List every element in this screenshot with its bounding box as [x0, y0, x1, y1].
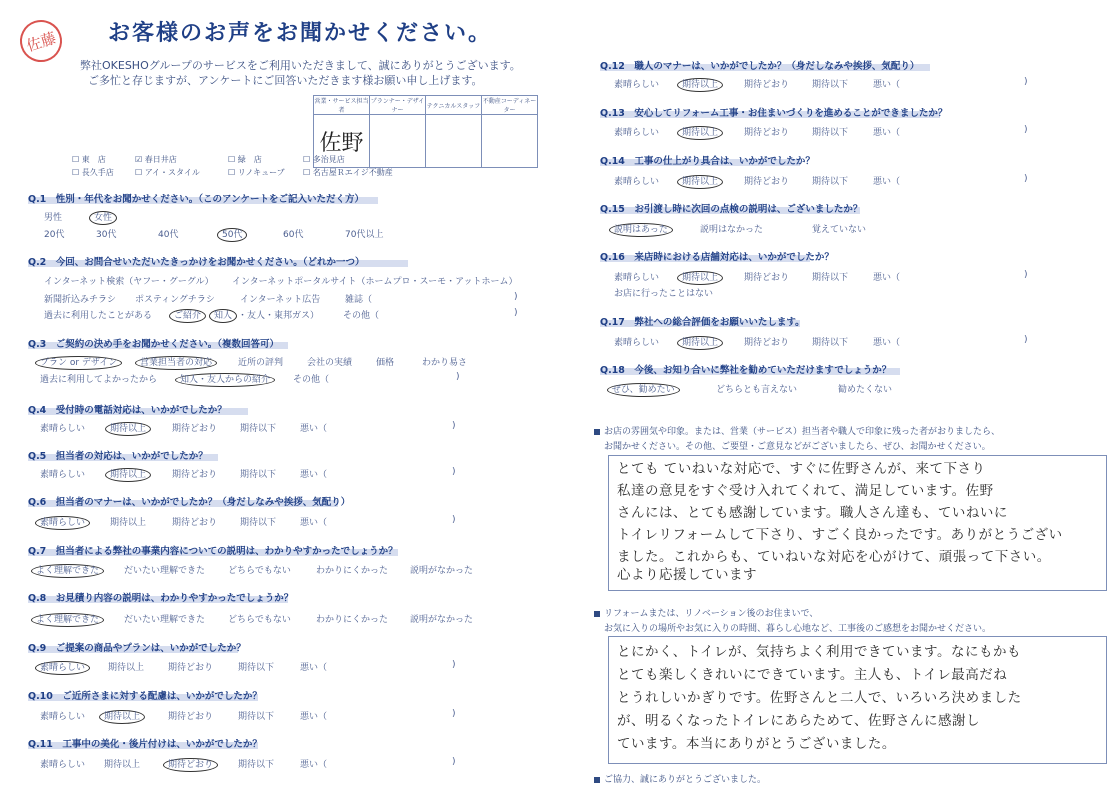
q16-opt-above[interactable]: 期待以上	[682, 270, 723, 283]
comment2-line-4: が、明るくなったトイレにあらためて、佐野さんに感謝し	[617, 713, 981, 729]
square-bullet-icon	[594, 611, 600, 617]
checkbox-icon[interactable]: ☐	[303, 155, 311, 164]
q12-bad-close: )	[1024, 77, 1028, 87]
store-tajimi[interactable]: ☐ 多治見店	[303, 155, 345, 164]
q14-title: Q.14 工事の仕上がり具合は、いかがでしたか？	[600, 156, 815, 167]
q16-title: Q.16 来店時における店舗対応は、いかがでしたか？	[600, 252, 834, 263]
q16-opt-excellent[interactable]: 素晴らしい	[614, 273, 660, 283]
q16-opt-bad[interactable]: 悪い（	[873, 273, 901, 283]
q5-opt-expected[interactable]: 期待どおり	[172, 470, 218, 480]
q5-opt-above[interactable]: 期待以上	[110, 467, 151, 480]
q9-opt-excellent[interactable]: 素晴らしい	[40, 660, 90, 673]
q10-opt-expected[interactable]: 期待どおり	[168, 712, 214, 722]
q4-title: Q.4 受付時の電話対応は、いかがでしたか？	[28, 405, 227, 416]
q2-other-close: )	[514, 308, 518, 318]
q6-bad-close: )	[452, 515, 456, 525]
q12-opt-above[interactable]: 期待以上	[682, 77, 723, 90]
q17-opt-excellent[interactable]: 素晴らしい	[614, 338, 660, 348]
q8-opt-mostly[interactable]: だいたい理解できた	[124, 615, 206, 625]
q2-opt-posting[interactable]: ポスティングチラシ	[135, 295, 215, 305]
q3-opt-sales-response[interactable]: 営業担当者の対応	[140, 355, 217, 368]
q8-opt-neutral[interactable]: どちらでもない	[228, 615, 291, 625]
q5-opt-below[interactable]: 期待以下	[240, 470, 277, 480]
q18-title: Q.18 今後、お知り合いに弊社を勧めていただけますでしょうか？	[600, 365, 892, 376]
q1-opt-20s[interactable]: 20代	[44, 230, 65, 240]
q16-opt-never-visited[interactable]: お店に行ったことはない	[614, 289, 714, 299]
q10-bad-close: )	[452, 709, 456, 719]
q3-opt-clarity[interactable]: わかり易さ	[422, 358, 468, 368]
q16-opt-expected[interactable]: 期待どおり	[744, 273, 790, 283]
comment1-line-5: ました。これからも、ていねいな対応を心がけて、頑張って下さい。	[617, 549, 1051, 565]
q12-title: Q.12 職人のマナーは、いかがでしたか？（身だしなみや挨拶、気配り）	[600, 61, 920, 72]
q8-opt-understood[interactable]: よく理解できた	[36, 612, 104, 625]
staff-header-sales: 営業・サービス担当者	[314, 96, 370, 115]
q4-opt-expected[interactable]: 期待どおり	[172, 424, 218, 434]
comment2-line-2: とても楽しくきれいにできています。主人も、トイレ最高だね	[617, 667, 1008, 683]
q5-opt-excellent[interactable]: 素晴らしい	[40, 470, 86, 480]
q8-opt-none[interactable]: 説明がなかった	[410, 615, 474, 625]
q14-opt-below[interactable]: 期待以下	[812, 177, 849, 187]
handwritten-staff-name: 佐野	[319, 130, 364, 156]
comment1-line-6: 心より応援しています	[617, 567, 757, 583]
q2-title: Q.2 今回、お問合せいただいたきっかけをお聞かせください。（どれか一つ）	[28, 257, 365, 268]
store-istyle[interactable]: ☐ アイ・スタイル	[135, 168, 200, 177]
q13-bad-close: )	[1024, 125, 1028, 135]
q2-opt-flyer[interactable]: 新聞折込みチラシ	[44, 295, 117, 305]
q7-opt-understood[interactable]: よく理解できた	[36, 563, 104, 576]
q12-opt-bad[interactable]: 悪い（	[873, 80, 901, 90]
q6-opt-bad[interactable]: 悪い（	[300, 518, 328, 528]
q1-opt-30s[interactable]: 30代	[96, 230, 117, 240]
q3-opt-friend-referral[interactable]: 知人・友人からの紹介	[180, 372, 275, 385]
q3-opt-price[interactable]: 価格	[376, 358, 395, 368]
q13-opt-above[interactable]: 期待以上	[682, 125, 723, 138]
q9-title: Q.9 ご提案の商品やプランは、いかがでしたか？	[28, 643, 246, 654]
comment2-line-3: とうれしいかぎりです。佐野さんと二人で、いろいろ決めました	[617, 690, 1022, 706]
q12-opt-below[interactable]: 期待以下	[812, 80, 849, 90]
q10-opt-below[interactable]: 期待以下	[238, 712, 275, 722]
checkbox-icon[interactable]: ☐	[135, 168, 143, 177]
staff-technical-cell[interactable]	[426, 115, 482, 168]
q3-opt-plan-design[interactable]: プラン or デザイン	[40, 355, 122, 368]
q3-opt-track-record[interactable]: 会社の実績	[307, 358, 353, 368]
q13-opt-excellent[interactable]: 素晴らしい	[614, 128, 660, 138]
q1-title: Q.1 性別・年代をお聞かせください。（このアンケートをご記入いただく方）	[28, 194, 364, 205]
q7-opt-unclear[interactable]: わかりにくかった	[316, 566, 389, 576]
staff-header-realestate: 不動産コーディネーター	[482, 96, 538, 115]
store-midori[interactable]: ☐ 緑 店	[228, 155, 262, 164]
comment1-heading-2: お聞かせください。その他、ご要望・ご意見などがございましたら、ぜひ、お聞かせください。	[604, 442, 991, 452]
q2-opt-search[interactable]: インターネット検索（ヤフー・グーグル）	[44, 277, 214, 287]
q15-opt-explained[interactable]: 説明はあった	[614, 222, 673, 235]
staff-header-technical: テクニカルスタッフ	[426, 96, 482, 115]
q18-opt-neutral[interactable]: どちらとも言えない	[716, 385, 798, 395]
q7-title: Q.7 担当者による弊社の事業内容についての説明は、わかりやすかったでしょうか？	[28, 546, 398, 557]
q15-title: Q.15 お引渡し時に次回の点検の説明は、ございましたか？	[600, 204, 863, 215]
q2-opt-portal[interactable]: インターネットポータルサイト（ホームプロ・スーモ・アットホーム）	[232, 277, 518, 287]
checkbox-icon[interactable]: ☐	[72, 168, 80, 177]
q11-opt-excellent[interactable]: 素晴らしい	[40, 760, 86, 770]
q9-opt-bad[interactable]: 悪い（	[300, 663, 328, 673]
q6-opt-expected[interactable]: 期待どおり	[172, 518, 218, 528]
q11-opt-expected[interactable]: 期待どおり	[168, 757, 218, 770]
staff-realestate-cell[interactable]	[482, 115, 538, 168]
checkbox-icon[interactable]: ☐	[228, 168, 236, 177]
q1-opt-50s[interactable]: 50代	[222, 227, 247, 240]
seal-stamp: 佐藤	[15, 15, 68, 68]
intro-line-2: ご多忙と存じますが、アンケートにご回答いただきます様お願い申し上げます。	[88, 74, 483, 87]
q2-opt-friend-gas: ・友人・東邦ガス）	[238, 311, 320, 321]
q17-opt-expected[interactable]: 期待どおり	[744, 338, 790, 348]
q8-opt-unclear[interactable]: わかりにくかった	[316, 615, 389, 625]
q4-bad-close: )	[452, 421, 456, 431]
q4-opt-below[interactable]: 期待以下	[240, 424, 277, 434]
q9-opt-above[interactable]: 期待以上	[108, 663, 145, 673]
q2-opt-magazine[interactable]: 雑誌（	[345, 295, 373, 305]
q1-opt-40s[interactable]: 40代	[158, 230, 179, 240]
q13-opt-expected[interactable]: 期待どおり	[744, 128, 790, 138]
q2-magazine-close: )	[514, 292, 518, 302]
q2-opt-other[interactable]: その他（	[343, 311, 380, 321]
q11-opt-bad[interactable]: 悪い（	[300, 760, 328, 770]
q10-opt-bad[interactable]: 悪い（	[300, 712, 328, 722]
q15-opt-not-explained[interactable]: 説明はなかった	[700, 225, 764, 235]
q5-title: Q.5 担当者の対応は、いかがでしたか？	[28, 451, 208, 462]
q6-opt-below[interactable]: 期待以下	[240, 518, 277, 528]
q2-opt-web-ad[interactable]: インターネット広告	[240, 295, 321, 305]
q17-opt-above[interactable]: 期待以上	[682, 335, 723, 348]
q9-opt-below[interactable]: 期待以下	[238, 663, 275, 673]
q3-other-close: )	[456, 372, 460, 382]
q8-title: Q.8 お見積り内容の説明は、わかりやすかったでしょうか？	[28, 593, 294, 604]
comment1-line-2: 私達の意見をすぐ受け入れてくれて、満足しています。佐野	[617, 483, 994, 499]
q14-opt-above[interactable]: 期待以上	[682, 174, 723, 187]
comment1-line-1: とても ていねいな対応で、すぐに佐野さんが、来て下さり	[617, 461, 986, 477]
q12-opt-expected[interactable]: 期待どおり	[744, 80, 790, 90]
q11-title: Q.11 工事中の美化・後片付けは、いかがでしたか？	[28, 739, 262, 750]
comment2-line-1: とにかく、トイレが、気持ちよく利用できています。なにもかも	[617, 644, 1021, 660]
q1-opt-70s[interactable]: 70代以上	[345, 230, 384, 240]
q7-opt-none[interactable]: 説明がなかった	[410, 566, 474, 576]
q3-opt-other[interactable]: その他（	[293, 375, 330, 385]
intro-line-1: 弊社OKESHOグループのサービスをご利用いただきまして、誠にありがとうございます。	[80, 59, 521, 72]
comment2-line-5: ています。本当にありがとうございました。	[617, 736, 896, 752]
comment2-heading-2: お気に入りの場所やお気に入りの時間、暮らし心地など、工事後のご感想をお聞かせください。	[604, 624, 992, 634]
q14-bad-close: )	[1024, 174, 1028, 184]
comment1-heading-1: お店の雰囲気や印象。または、営業（サービス）担当者や職人で印象に残った者がおりましたら、	[594, 424, 1000, 437]
q13-opt-below[interactable]: 期待以下	[812, 128, 849, 138]
q6-opt-above[interactable]: 期待以上	[110, 518, 147, 528]
square-bullet-icon	[594, 777, 600, 783]
q18-opt-not-recommend[interactable]: 勧めたくない	[838, 385, 893, 395]
footer-thanks: ご協力、誠にありがとうございました。	[594, 772, 766, 785]
q4-opt-above[interactable]: 期待以上	[110, 421, 151, 434]
q9-bad-close: )	[452, 660, 456, 670]
q17-bad-close: )	[1024, 335, 1028, 345]
comment1-line-3: さんには、とても感謝しています。職人さん達も、ていねいに	[617, 505, 1008, 521]
q9-opt-expected[interactable]: 期待どおり	[168, 663, 214, 673]
q1-opt-female[interactable]: 女性	[94, 210, 117, 223]
q1-opt-60s[interactable]: 60代	[283, 230, 304, 240]
q14-opt-excellent[interactable]: 素晴らしい	[614, 177, 660, 187]
q10-title: Q.10 ご近所さまに対する配慮は、いかがでしたか？	[28, 691, 262, 702]
store-renocube[interactable]: ☐ リノキューブ	[228, 168, 285, 177]
q14-opt-expected[interactable]: 期待どおり	[744, 177, 790, 187]
q3-opt-past-good[interactable]: 過去に利用してよかったから	[40, 375, 158, 385]
q4-opt-bad[interactable]: 悪い（	[300, 424, 328, 434]
q11-opt-above[interactable]: 期待以上	[104, 760, 141, 770]
q2-opt-past-use[interactable]: 過去に利用したことがある	[44, 311, 153, 321]
q18-opt-recommend[interactable]: ぜひ、勧めたい	[612, 382, 680, 395]
checked-checkbox-icon[interactable]: ☑	[135, 155, 143, 164]
q6-title: Q.6 担当者のマナーは、いかがでしたか？（身だしなみや挨拶、気配り）	[28, 497, 351, 508]
store-r-age[interactable]: ☐ 名古屋Ｒエイジ不動産	[303, 168, 393, 177]
q11-bad-close: )	[452, 757, 456, 767]
q4-opt-excellent[interactable]: 素晴らしい	[40, 424, 86, 434]
q13-title: Q.13 安心してリフォーム工事・お住まいづくりを進めることができましたか？	[600, 108, 948, 119]
staff-planner-cell[interactable]	[370, 115, 426, 168]
store-kasugai[interactable]: ☑ 春日井店	[135, 155, 177, 164]
q5-bad-close: )	[452, 467, 456, 477]
q10-opt-excellent[interactable]: 素晴らしい	[40, 712, 86, 722]
q7-opt-neutral[interactable]: どちらでもない	[228, 566, 291, 576]
staff-header-planner: プランナー・デザイナー	[370, 96, 426, 115]
checkbox-icon[interactable]: ☐	[228, 155, 236, 164]
q7-opt-mostly[interactable]: だいたい理解できた	[124, 566, 206, 576]
comment2-heading-1: リフォームまたは、リノベーション後のお住まいで、	[594, 606, 818, 619]
q2-opt-referral[interactable]: ご紹介	[174, 308, 206, 321]
q10-opt-above[interactable]: 期待以上	[104, 709, 145, 722]
q1-opt-male[interactable]: 男性	[44, 213, 63, 223]
comment1-box[interactable]	[608, 455, 1107, 591]
staff-table	[313, 95, 538, 168]
store-east[interactable]: ☐ 東 店	[72, 155, 106, 164]
q12-opt-excellent[interactable]: 素晴らしい	[614, 80, 660, 90]
store-nagakute[interactable]: ☐ 長久手店	[72, 168, 114, 177]
comment2-box[interactable]	[608, 636, 1107, 764]
q2-opt-acquaintance[interactable]: 知人	[214, 308, 237, 321]
q16-opt-below[interactable]: 期待以下	[812, 273, 849, 283]
q3-opt-reputation[interactable]: 近所の評判	[238, 358, 284, 368]
q17-title: Q.17 弊社への総合評価をお願いいたします。	[600, 317, 805, 328]
checkbox-icon[interactable]: ☐	[72, 155, 80, 164]
q3-title: Q.3 ご契約の決め手をお聞かせください。（複数回答可）	[28, 339, 280, 350]
q14-opt-bad[interactable]: 悪い（	[873, 177, 901, 187]
checkbox-icon[interactable]: ☐	[303, 168, 311, 177]
q5-opt-bad[interactable]: 悪い（	[300, 470, 328, 480]
q17-opt-below[interactable]: 期待以下	[812, 338, 849, 348]
q6-opt-excellent[interactable]: 素晴らしい	[40, 515, 90, 528]
comment1-line-4: トイレリフォームして下さり、すごく良かったです。ありがとうござい	[617, 527, 1063, 543]
q16-bad-close: )	[1024, 270, 1028, 280]
q15-opt-dont-remember[interactable]: 覚えていない	[812, 225, 867, 235]
q13-opt-bad[interactable]: 悪い（	[873, 128, 901, 138]
square-bullet-icon	[594, 429, 600, 435]
q11-opt-below[interactable]: 期待以下	[238, 760, 275, 770]
page-title: お客様のお声をお聞かせください。	[108, 21, 493, 46]
q17-opt-bad[interactable]: 悪い（	[873, 338, 901, 348]
